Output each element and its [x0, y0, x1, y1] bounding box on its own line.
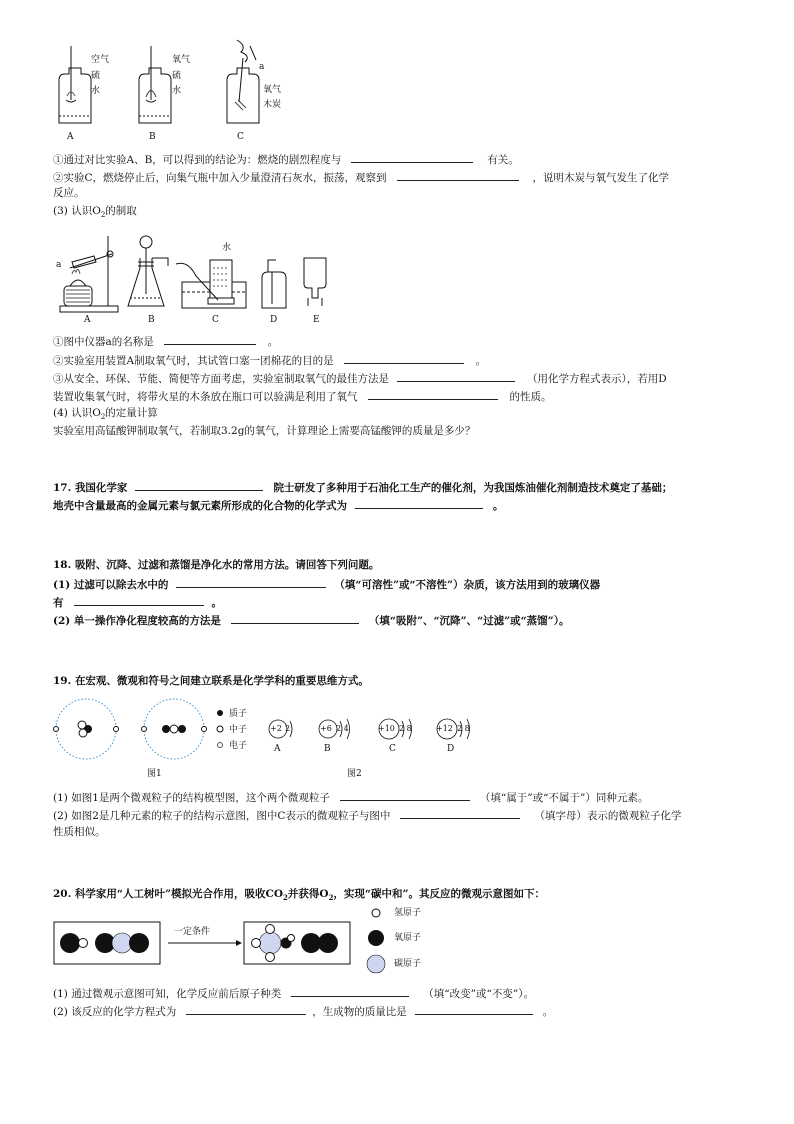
- atom-a-shells: 2: [285, 724, 291, 733]
- bottle-c-label-charcoal: 木炭: [263, 100, 282, 110]
- apparatus-b: [128, 236, 168, 306]
- q16-part2-item2-cont: 反应。: [53, 187, 85, 199]
- caption-e2: E: [313, 315, 320, 325]
- bottle-c-label-a: a: [259, 62, 265, 72]
- q16-part2-item2: ②实验C，燃烧停止后，向集气瓶中加入少量澄清石灰水，振荡，观察到 ，说明木炭与氧气发生了化学: [53, 169, 669, 185]
- proton-icon: [217, 710, 223, 716]
- legend-electron: 电子: [229, 741, 248, 751]
- q17-line1: 17. 我国化学家 院士研发了多种用于石油化工生产的催化剂，为我国炼油催化剂制造技术奠定了基础；: [53, 479, 672, 495]
- caption-c: C: [237, 132, 244, 142]
- answer-blank[interactable]: [176, 576, 326, 588]
- answer-blank[interactable]: [340, 789, 470, 801]
- answer-blank[interactable]: [355, 497, 483, 509]
- atom-model-2: [142, 699, 207, 759]
- apparatus-e: [304, 258, 326, 306]
- answer-blank[interactable]: [351, 151, 473, 163]
- legend-oxygen: 氧原子: [394, 933, 422, 943]
- q20-stem: 20. 科学家用“人工树叶”模拟光合作用，吸收$CO_2$并获得$O_2$，实现“碳中和”。其反应的微观示意图如下：: [53, 888, 546, 903]
- atom-d-shells: 2 8: [457, 724, 470, 733]
- apparatus-a: [60, 236, 118, 312]
- caption-a2: A: [84, 315, 91, 325]
- q16-part3-title: (3) 认识$O_2$的制取: [53, 205, 137, 220]
- bottle-a-label-water: 水: [91, 86, 101, 96]
- atom-d-nucleus: +12: [436, 724, 453, 733]
- legend-proton: 质子: [229, 709, 248, 719]
- bottle-a-label-sulfur: 硫: [91, 71, 101, 81]
- q16-part3-item3: ③从安全、环保、节能、简便等方面考虑，实验室制取氧气的最佳方法是 （用化学方程式表示），若用D: [53, 370, 667, 386]
- caption-c2: C: [212, 315, 219, 325]
- answer-blank[interactable]: [415, 1003, 533, 1015]
- q16-part3-item1: ①图中仪器a的名称是 。: [53, 333, 278, 349]
- atom-b-nucleus: +6: [320, 724, 332, 733]
- q16-part3-item2: ②实验室用装置A制取氧气时，其试管口塞一团棉花的目的是 。: [53, 352, 486, 368]
- hydrogen-atom-icon: [372, 909, 380, 917]
- answer-blank[interactable]: [397, 370, 515, 382]
- q16-part4-title: (4) 认识$O_2$的定量计算: [53, 407, 158, 422]
- answer-blank[interactable]: [74, 594, 204, 606]
- electron-icon: [218, 743, 223, 748]
- apparatus-a-label: a: [56, 260, 62, 270]
- q19-part1: (1) 如图1是两个微观粒子的结构模型图，这个两个微观粒子 （填“属于”或“不属于”）同种元素。: [53, 789, 648, 805]
- neutron-icon: [217, 726, 223, 732]
- legend-hydrogen: 氢原子: [394, 908, 422, 918]
- bottle-b-label-sulfur: 硫: [172, 71, 182, 81]
- bottle-b-label-gas: 氧气: [172, 55, 191, 65]
- figure-1-caption: 图1: [147, 769, 162, 779]
- atom-a-caption: A: [274, 744, 281, 754]
- caption-a: A: [67, 132, 74, 142]
- answer-blank[interactable]: [368, 388, 498, 400]
- q19-stem: 19. 在宏观、微观和符号之间建立联系是化学学科的重要思维方式。: [53, 675, 369, 687]
- answer-blank[interactable]: [231, 612, 359, 624]
- caption-b2: B: [148, 315, 155, 325]
- carbon-atom-icon: [367, 955, 385, 973]
- answer-blank[interactable]: [135, 479, 263, 491]
- atom-a-nucleus: +2: [270, 724, 282, 733]
- answer-blank[interactable]: [397, 169, 519, 181]
- q18-stem: 18. 吸附、沉降、过滤和蒸馏是净化水的常用方法。请回答下列问题。: [53, 559, 380, 571]
- q16-part4-text: 实验室用高锰酸钾制取氧气，若制取3.2g的氧气，计算理论上需要高锰酸钾的质量是多少？: [53, 425, 476, 437]
- water-label: 水: [222, 243, 232, 253]
- q19-part2: (2) 如图2是几种元素的粒子的结构示意图，图中C表示的微观粒子与图中 （填字母）表示的微观粒子化学: [53, 807, 681, 823]
- q18-part2: (2) 单一操作净化程度较高的方法是 （填“吸附”、“沉降”、“过滤”或“蒸馏”）。: [53, 612, 569, 628]
- bottle-b: [139, 46, 171, 123]
- q19-part2-cont: 性质相似。: [53, 826, 106, 838]
- answer-blank[interactable]: [291, 985, 409, 997]
- apparatus-c: [176, 260, 246, 308]
- reaction-micro-diagram: [50, 905, 450, 980]
- apparatus-d: [262, 260, 286, 308]
- atom-model-1: [54, 699, 119, 759]
- answer-blank[interactable]: [164, 333, 256, 345]
- answer-blank[interactable]: [400, 807, 520, 819]
- q20-part2: (2) 该反应的化学方程式为 ，生成物的质量比是 。: [53, 1003, 553, 1019]
- atom-c-nucleus: +10: [378, 724, 395, 733]
- oxygen-atom-icon: [368, 930, 384, 946]
- atom-c-caption: C: [389, 744, 396, 754]
- q18-part1: (1) 过滤可以除去水中的 （填“可溶性”或“不溶性”）杂质，该方法用到的玻璃仪器: [53, 576, 600, 592]
- atom-c-shells: 2 8: [399, 724, 412, 733]
- q16-part3-item3-cont: 装置收集氧气时，将带火星的木条放在瓶口可以验满是利用了氧气 的性质。: [53, 388, 552, 404]
- caption-b: B: [149, 132, 156, 142]
- q20-part1: (1) 通过微观示意图可知，化学反应前后原子种类 （填“改变”或“不变”）。: [53, 985, 534, 1001]
- bottle-b-label-water: 水: [172, 86, 182, 96]
- bottle-c-label-gas: 氧气: [263, 85, 282, 95]
- atom-models-figure: [50, 695, 470, 780]
- legend-carbon: 碳原子: [394, 959, 422, 969]
- atom-b-shells: 2 4: [336, 724, 349, 733]
- answer-blank[interactable]: [186, 1003, 306, 1015]
- q16-part2-item1: ①通过对比实验A、B，可以得到的结论为：燃烧的剧烈程度与 有关。: [53, 151, 519, 167]
- reaction-condition: 一定条件: [174, 927, 211, 937]
- oxygen-apparatus-figure: [50, 228, 340, 318]
- q18-part1-cont: 有 。: [53, 594, 222, 610]
- caption-d2: D: [270, 315, 278, 325]
- atom-d-caption: D: [447, 744, 455, 754]
- bottle-a-label-gas: 空气: [91, 55, 110, 65]
- bottle-a: [59, 46, 91, 123]
- legend-neutron: 中子: [229, 725, 248, 735]
- q17-line2: 地壳中含量最高的金属元素与氯元素所形成的化合物的化学式为 。: [53, 497, 504, 513]
- atom-b-caption: B: [324, 744, 331, 754]
- figure-2-caption: 图2: [347, 769, 362, 779]
- bottle-c: [227, 40, 259, 123]
- answer-blank[interactable]: [344, 352, 464, 364]
